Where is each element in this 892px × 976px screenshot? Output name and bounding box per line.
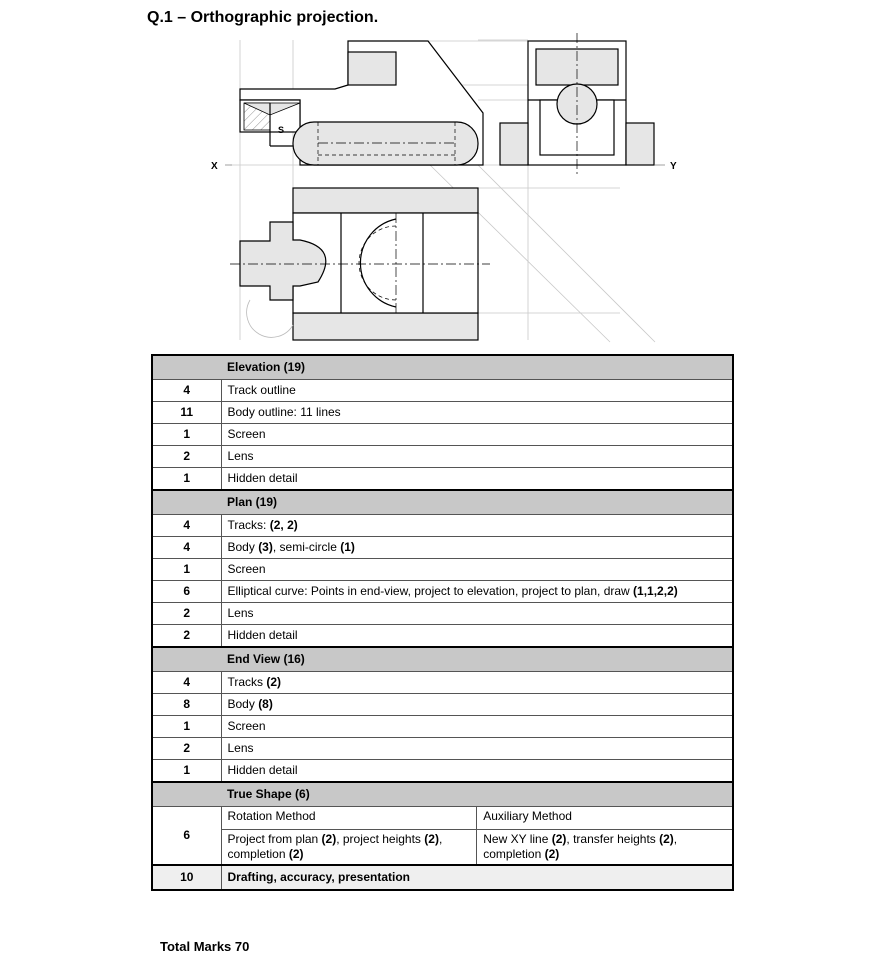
description-cell: Tracks: (2, 2) <box>221 515 733 537</box>
x-label: X <box>211 161 218 172</box>
elevation-view <box>240 41 483 165</box>
table-row <box>152 760 733 783</box>
marks-cell: 6 <box>152 581 221 603</box>
table-row <box>152 716 733 738</box>
table-row <box>152 515 733 537</box>
marks-cell: 1 <box>152 468 221 491</box>
table-row-drafting <box>152 865 733 890</box>
marks-cell: 1 <box>152 424 221 446</box>
table-row <box>152 468 733 491</box>
section-header-elevation <box>152 355 733 380</box>
marks-cell: 2 <box>152 446 221 468</box>
table-row <box>152 559 733 581</box>
section-title: End View (16) <box>221 647 733 672</box>
table-row <box>152 672 733 694</box>
description-cell: Screen <box>221 424 733 446</box>
marks-cell: 10 <box>152 865 221 890</box>
description-cell: Elliptical curve: Points in end-view, project to elevation, project to plan, draw (1,1,2,2) <box>221 581 733 603</box>
rotation-method-label: Rotation Method <box>222 807 477 830</box>
section-header-plan <box>152 490 733 515</box>
description-cell: Body (8) <box>221 694 733 716</box>
marks-cell: 2 <box>152 625 221 648</box>
description-cell: Lens <box>221 603 733 625</box>
table-row <box>152 807 733 866</box>
marks-cell: 6 <box>152 807 221 866</box>
table-row <box>152 537 733 559</box>
page-title: Q.1 – Orthographic projection. <box>147 9 379 26</box>
section-header-true-shape <box>152 782 733 807</box>
table-row <box>152 603 733 625</box>
marks-cell: 8 <box>152 694 221 716</box>
description-cell: Body outline: 11 lines <box>221 402 733 424</box>
marks-cell: 1 <box>152 760 221 783</box>
table-row <box>152 694 733 716</box>
description-cell: Lens <box>221 738 733 760</box>
auxiliary-method-text: New XY line (2), transfer heights (2), completion (2) <box>483 832 678 861</box>
section-title: True Shape (6) <box>221 782 733 807</box>
section-title: Plan (19) <box>221 490 733 515</box>
table-row <box>152 738 733 760</box>
marks-cell: 2 <box>152 603 221 625</box>
auxiliary-method-label: Auxiliary Method <box>477 807 732 830</box>
end-view <box>500 33 654 175</box>
description-cell: Body (3), semi-circle (1) <box>221 537 733 559</box>
marks-cell: 11 <box>152 402 221 424</box>
marks-cell: 2 <box>152 738 221 760</box>
table-row <box>152 402 733 424</box>
section-header-end-view <box>152 647 733 672</box>
marking-scheme-table <box>151 354 734 891</box>
description-cell: Screen <box>221 716 733 738</box>
rotation-method-text: Project from plan (2), project heights (2), completion (2) <box>222 830 477 865</box>
table-row <box>152 581 733 603</box>
description-cell: Track outline <box>221 380 733 402</box>
table-row <box>152 446 733 468</box>
table-row <box>152 424 733 446</box>
total-marks: Total Marks 70 <box>160 939 250 954</box>
table-row <box>152 625 733 648</box>
marks-cell: 4 <box>152 380 221 402</box>
description-cell: Lens <box>221 446 733 468</box>
description-cell: Hidden detail <box>221 625 733 648</box>
description-cell: Tracks (2) <box>221 672 733 694</box>
plan-view <box>230 188 490 340</box>
marks-cell: 4 <box>152 515 221 537</box>
screen-label-s: S <box>278 125 285 135</box>
description-cell: Hidden detail <box>221 468 733 491</box>
marks-cell: 4 <box>152 537 221 559</box>
true-shape-methods <box>221 807 733 866</box>
description-cell: Hidden detail <box>221 760 733 783</box>
marks-cell: 4 <box>152 672 221 694</box>
section-title: Elevation (19) <box>221 355 733 380</box>
description-cell: Drafting, accuracy, presentation <box>221 865 733 890</box>
description-cell: Screen <box>221 559 733 581</box>
table-row <box>152 380 733 402</box>
marks-cell: 1 <box>152 559 221 581</box>
marks-cell: 1 <box>152 716 221 738</box>
orthographic-drawing <box>0 0 892 350</box>
y-label: Y <box>670 161 677 172</box>
